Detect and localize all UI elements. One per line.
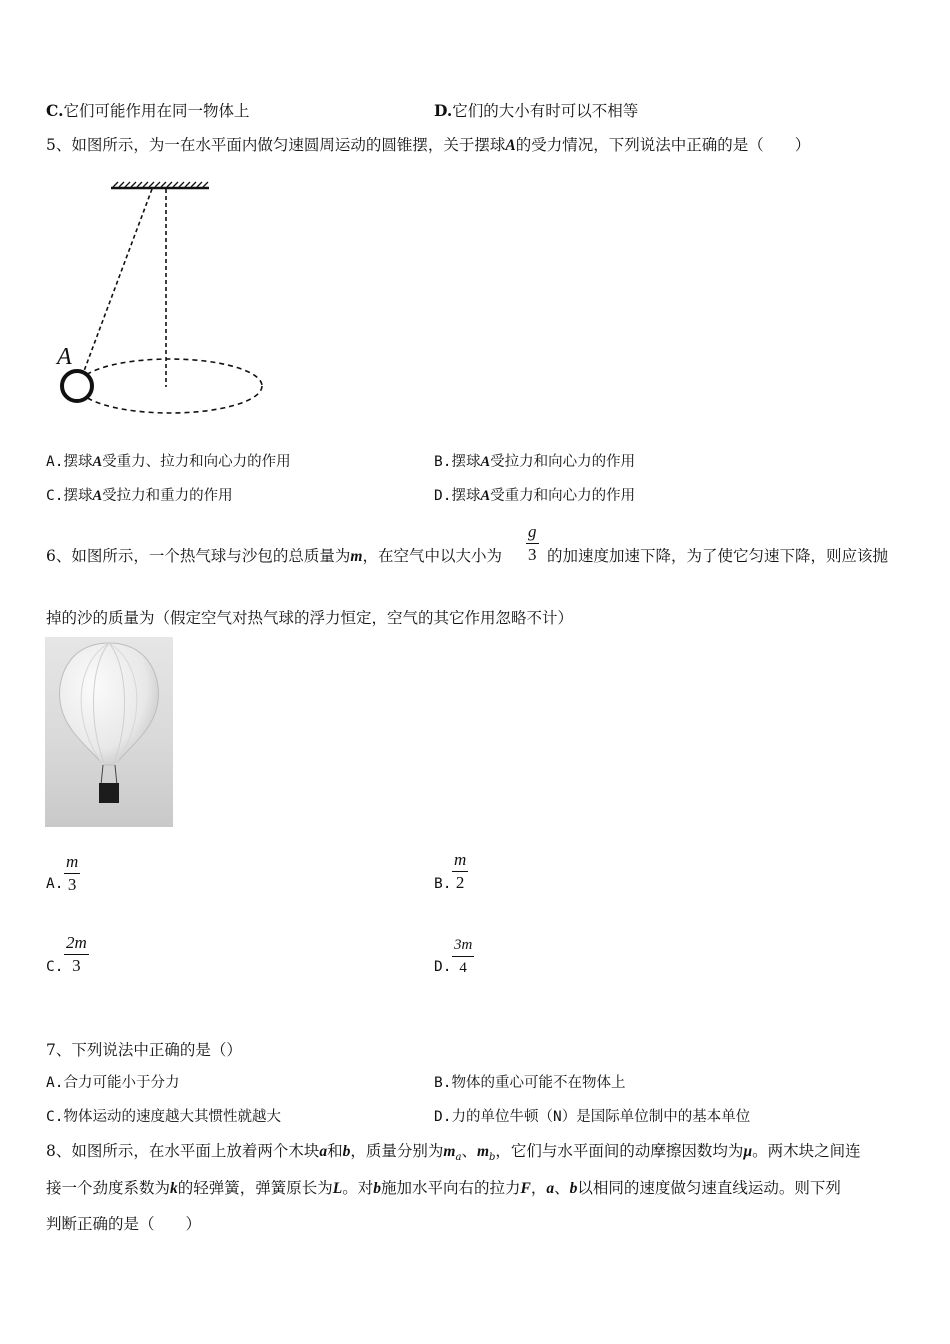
symbol-m: m <box>476 1143 490 1160</box>
q6-option-c-fraction <box>64 933 89 976</box>
symbol-f: F <box>520 1180 531 1197</box>
option-label: C. <box>46 101 64 120</box>
q6-option-b-label[interactable]: B. <box>434 876 452 892</box>
fraction-bar <box>452 871 468 872</box>
option-text: 摆球 <box>63 454 93 470</box>
stem-text: 8、如图所示，在水平面上放着两个木块 <box>46 1142 320 1160</box>
option-text: 它们的大小有时可以不相等 <box>452 102 639 120</box>
q6-option-a-fraction <box>64 852 80 895</box>
option-label: D. <box>434 101 453 120</box>
option-text: 它们可能作用在同一物体上 <box>63 102 250 120</box>
option-text: 受拉力和重力的作用 <box>102 488 233 504</box>
fraction-numerator: 3m <box>454 937 473 953</box>
subscript-b: b <box>489 1152 496 1164</box>
stem-text: ，质量分别为 <box>350 1142 444 1160</box>
symbol-b: b <box>569 1180 578 1197</box>
option-label: B. <box>434 1075 452 1091</box>
option-label: C. <box>46 488 64 504</box>
symbol-b: b <box>373 1180 382 1197</box>
question-6-stem-line2 <box>46 608 573 628</box>
question-8-stem-line2 <box>46 1178 841 1199</box>
question-8-stem-line1 <box>46 1141 861 1168</box>
acceleration-fraction <box>526 522 539 565</box>
question-8-stem-line3: 判断正确的是（ ） <box>46 1215 202 1233</box>
option-text: 力的单位牛顿（N）是国际单位制中的基本单位 <box>451 1109 751 1125</box>
pendulum-ball <box>62 371 92 401</box>
stem-text: 的受力情况，下列说法中正确的是（ ） <box>515 136 811 154</box>
symbol-m: m <box>350 548 363 565</box>
question-5-stem <box>46 135 810 156</box>
q7-option-b[interactable] <box>434 1073 625 1093</box>
fraction-numerator: m <box>454 850 467 869</box>
q6-option-c-label[interactable]: C. <box>46 959 64 975</box>
stem-text: ， <box>530 1179 547 1197</box>
ball-label: A <box>57 344 72 370</box>
q5-option-a[interactable] <box>46 452 291 472</box>
subscript-a: a <box>455 1152 462 1164</box>
q7-option-a[interactable] <box>46 1073 179 1093</box>
q6-option-d-label[interactable]: D. <box>434 959 452 975</box>
hot-air-balloon-image <box>45 637 173 827</box>
circular-path <box>78 359 262 413</box>
stem-text: 5、如图所示，为一在水平面内做匀速圆周运动的圆锥摆，关于摆球 <box>46 136 506 154</box>
stem-text: ，它们与水平面间的动摩擦因数均为 <box>495 1142 744 1160</box>
q5-option-c[interactable] <box>46 486 233 506</box>
question-6-stem-part1 <box>46 546 502 567</box>
fraction-bar <box>526 543 539 544</box>
stem-text: 接一个劲度系数为 <box>46 1179 171 1197</box>
q7-option-d[interactable] <box>434 1107 750 1127</box>
stem-text: 。两木块之间连 <box>752 1142 861 1160</box>
stem-text: 。对 <box>342 1179 374 1197</box>
option-text: 摆球 <box>63 488 93 504</box>
symbol-k: k <box>170 1180 178 1197</box>
symbol-b: b <box>342 1143 351 1160</box>
stem-text: 的加速度加速下降，为了使它匀速下降，则应该抛 <box>547 547 889 565</box>
option-text: 物体的重心可能不在物体上 <box>451 1075 626 1091</box>
stem-text: 、 <box>554 1179 570 1197</box>
q6-option-a-label[interactable]: A. <box>46 876 64 892</box>
fraction-denominator: 2 <box>455 873 465 892</box>
q5-option-b[interactable] <box>434 452 635 472</box>
prev-option-c <box>46 101 249 121</box>
conical-pendulum-figure <box>50 175 280 425</box>
symbol-mu: μ <box>743 1143 753 1160</box>
option-label: C. <box>46 1109 64 1125</box>
option-label: D. <box>434 488 452 504</box>
separator: 、 <box>461 1142 477 1160</box>
fraction-denominator: 3 <box>72 956 81 975</box>
fraction-numerator: 2m <box>66 933 87 952</box>
fraction-denominator: 3 <box>67 875 77 894</box>
option-text: 摆球 <box>451 488 481 504</box>
symbol-a: a <box>319 1143 328 1160</box>
symbol-a: a <box>546 1180 555 1197</box>
fraction-numerator: g <box>528 522 537 541</box>
prev-option-d <box>434 101 638 121</box>
q6-option-d-fraction <box>452 935 474 978</box>
option-text: 摆球 <box>451 454 481 470</box>
q5-option-d[interactable] <box>434 486 635 506</box>
ceiling-hatching <box>113 182 208 187</box>
stem-text: 掉的沙的质量为（假定空气对热气球的浮力恒定，空气的其它作用忽略不计） <box>46 609 574 627</box>
q7-option-c[interactable] <box>46 1107 281 1127</box>
stem-text: 和 <box>327 1142 343 1160</box>
string-line <box>84 189 152 371</box>
stem-text: 的轻弹簧，弹簧原长为 <box>177 1179 333 1197</box>
fraction-bar <box>64 954 89 955</box>
symbol-a: A <box>505 137 516 154</box>
option-text: 物体运动的速度越大其惯性就越大 <box>63 1109 281 1125</box>
option-label: D. <box>434 1109 452 1125</box>
symbol-a: A <box>92 454 103 470</box>
option-label: A. <box>46 1075 64 1091</box>
symbol-m: m <box>443 1143 456 1160</box>
hot-air-balloon-photo <box>45 637 173 827</box>
option-text: 合力可能小于分力 <box>63 1075 180 1091</box>
question-6-stem-part2 <box>547 546 888 566</box>
stem-text: 施加水平向右的拉力 <box>381 1179 521 1197</box>
symbol-a: A <box>480 454 491 470</box>
q6-option-b-fraction <box>452 850 468 893</box>
fraction-bar <box>452 956 474 957</box>
symbol-a: A <box>480 488 491 504</box>
symbol-l: L <box>332 1180 343 1197</box>
stem-text: ，在空气中以大小为 <box>362 547 502 565</box>
question-7-stem: 7、下列说法中正确的是（） <box>46 1041 242 1059</box>
option-label: A. <box>46 454 64 470</box>
fraction-denominator: 3 <box>528 545 537 564</box>
fraction-bar <box>64 873 80 874</box>
option-text: 受拉力和向心力的作用 <box>490 454 636 470</box>
stem-text: 以相同的速度做匀速直线运动。则下列 <box>577 1179 841 1197</box>
option-label: B. <box>434 454 452 470</box>
stem-text: 6、如图所示，一个热气球与沙包的总质量为 <box>46 547 351 565</box>
symbol-a: A <box>92 488 103 504</box>
fraction-numerator: m <box>66 852 79 871</box>
fraction-denominator: 4 <box>459 960 467 976</box>
option-text: 受重力、拉力和向心力的作用 <box>102 454 291 470</box>
option-text: 受重力和向心力的作用 <box>490 488 636 504</box>
